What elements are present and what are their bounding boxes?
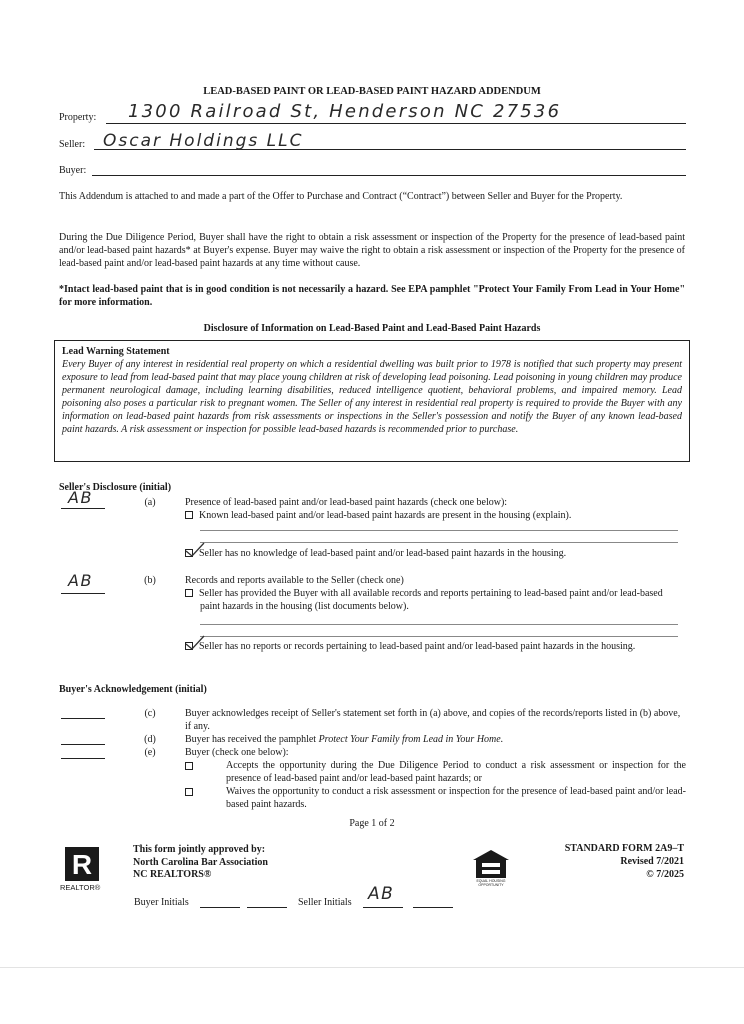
due-diligence-paragraph: During the Due Diligence Period, Buyer shall have the right to obtain a risk assessment or inspection of the Property for the presence of lead-based paint and/or lead-based paint hazards* at Buyer's expense. Buyer may waive the right to obtain a risk assessment or inspection of the Property for the presence of lead-based paint and/or lead-based paint hazards at any time without cause. bbox=[59, 232, 685, 269]
realtor-logo-label: REALTOR® bbox=[60, 883, 101, 892]
item-e-option-accept: Accepts the opportunity during the Due Diligence Period to conduct a risk assessment or inspection for the presence of lead-based paint and/or lead-based paint hazards; or bbox=[226, 760, 686, 784]
seller-initials-line-2[interactable] bbox=[413, 907, 453, 908]
buyer-initials-line-2[interactable] bbox=[247, 907, 287, 908]
page-bottom-divider bbox=[0, 967, 744, 968]
item-a-option-known-label: Known lead-based paint and/or lead-based paint hazards are present in the housing (explain). bbox=[199, 510, 572, 521]
checkbox-icon[interactable] bbox=[185, 788, 193, 796]
checkmark-icon bbox=[184, 541, 206, 559]
approval-line-3: NC REALTORS® bbox=[133, 869, 212, 880]
item-b-option-provided[interactable] bbox=[185, 587, 670, 613]
checkmark-icon bbox=[184, 634, 206, 652]
seller-initials-value[interactable]: AB bbox=[368, 884, 395, 904]
seller-initial-a[interactable]: AB bbox=[68, 488, 93, 507]
item-b-text: Records and reports available to the Seller (check one) bbox=[185, 575, 404, 586]
checkbox-icon[interactable] bbox=[185, 589, 193, 597]
seller-initials-line-1[interactable] bbox=[363, 907, 403, 908]
item-letter-c: (c) bbox=[144, 708, 156, 719]
buyer-line bbox=[92, 175, 686, 176]
property-value[interactable]: 1300 Railroad St, Henderson NC 27536 bbox=[128, 101, 562, 122]
seller-value[interactable]: Oscar Holdings LLC bbox=[103, 131, 304, 151]
checkbox-icon[interactable] bbox=[185, 511, 193, 519]
item-a-explain-line-2 bbox=[200, 542, 678, 543]
seller-disclosure-heading: Seller's Disclosure (initial) bbox=[59, 482, 172, 493]
equal-housing-label: EQUAL HOUSING OPPORTUNITY bbox=[476, 879, 506, 887]
item-b-option-no-records[interactable] bbox=[185, 640, 670, 653]
item-e-text: Buyer (check one below): bbox=[185, 747, 289, 758]
item-a-option-known[interactable] bbox=[185, 509, 685, 522]
item-d-text bbox=[185, 733, 685, 746]
form-info bbox=[470, 842, 684, 881]
item-b-option-provided-label: Seller has provided the Buyer with all available records and reports pertaining to lead-based paint and/or lead-based paint hazards in the housing (list documents below). bbox=[199, 588, 663, 612]
pamphlet-title: Protect Your Family from Lead in Your Home. bbox=[318, 734, 504, 745]
item-a-text: Presence of lead-based paint and/or lead-based paint hazards (check one below): bbox=[185, 497, 508, 508]
lead-warning-text: Every Buyer of any interest in residential real property on which a residential dwelling was built prior to 1978 is notified that such property may present exposure to lead from lead-based paint that may place young children at risk of developing lead poisoning. Lead poisoning in young children may produce permanent neurological damage, including learning disabilities, reduced intelligence quotient, behavioral problems, and impaired memory. Lead poisoning also poses a particular risk to pregnant women. The Seller of any interest in residential real property is required to provide the Buyer with any information on lead-based paint hazards from risk assessments or inspections in the Seller's possession and notify the Buyer of any known lead-based paint hazards. A risk assessment or inspection for possible lead-based hazards is recommended prior to purchase. bbox=[62, 359, 682, 435]
item-a-option-no-knowledge-label: Seller has no knowledge of lead-based paint and/or lead-based paint hazards in the housing. bbox=[199, 548, 567, 559]
disclosure-heading: Disclosure of Information on Lead-Based Paint and Lead-Based Paint Hazards bbox=[203, 323, 541, 334]
seller-initial-b[interactable]: AB bbox=[68, 571, 93, 590]
item-b-list-line-1 bbox=[200, 624, 678, 625]
approval-block bbox=[133, 844, 268, 882]
checkbox-icon[interactable] bbox=[185, 762, 193, 770]
item-letter-e: (e) bbox=[144, 747, 156, 758]
buyer-initial-d-line[interactable] bbox=[61, 744, 105, 745]
property-label: Property: bbox=[59, 112, 97, 123]
item-b-option-no-records-label: Seller has no reports or records pertaining to lead-based paint and/or lead-based paint hazards in the housing. bbox=[199, 641, 636, 652]
item-letter-d: (d) bbox=[144, 734, 156, 745]
item-d-text-plain: Buyer has received the pamphlet bbox=[185, 734, 319, 745]
seller-initial-b-line bbox=[61, 593, 105, 594]
page-number: Page 1 of 2 bbox=[349, 818, 395, 829]
approval-line-1: This form jointly approved by: bbox=[133, 844, 266, 855]
item-a-explain-line-1 bbox=[200, 530, 678, 531]
approval-line-2: North Carolina Bar Association bbox=[133, 856, 268, 868]
item-letter-b: (b) bbox=[144, 575, 156, 586]
buyer-initial-c-line[interactable] bbox=[61, 718, 105, 719]
buyer-ack-heading: Buyer's Acknowledgement (initial) bbox=[59, 684, 207, 695]
form-copyright: © 7/2025 bbox=[646, 869, 684, 880]
item-e-option-waive: Waives the opportunity to conduct a risk assessment or inspection for the presence of lead-based paint and/or lead-based paint hazards. bbox=[226, 786, 686, 810]
document-title: LEAD-BASED PAINT OR LEAD-BASED PAINT HAZARD ADDENDUM bbox=[203, 86, 541, 97]
item-letter-a: (a) bbox=[144, 497, 156, 508]
buyer-initials-label: Buyer Initials bbox=[134, 897, 189, 908]
lead-warning-box bbox=[54, 340, 690, 462]
lead-warning-title: Lead Warning Statement bbox=[62, 346, 170, 357]
addendum-intro: This Addendum is attached to and made a part of the Offer to Purchase and Contract (“Contract”) between Seller and Buyer for the Property. bbox=[59, 191, 623, 202]
item-a-option-no-knowledge[interactable] bbox=[185, 547, 685, 560]
realtor-logo: R bbox=[65, 847, 99, 881]
buyer-initials-line-1[interactable] bbox=[200, 907, 240, 908]
form-name: STANDARD FORM 2A9–T bbox=[564, 843, 684, 854]
item-b-list-line-2 bbox=[200, 636, 678, 637]
intact-paint-note: *Intact lead-based paint that is in good condition is not necessarily a hazard. See EPA pamphlet "Protect Your Family From Lead in Your Home" for more information. bbox=[59, 284, 685, 308]
seller-label: Seller: bbox=[59, 139, 86, 150]
buyer-label: Buyer: bbox=[59, 165, 87, 176]
seller-initials-label: Seller Initials bbox=[298, 897, 352, 908]
buyer-initial-e-line[interactable] bbox=[61, 758, 105, 759]
form-revised: Revised 7/2021 bbox=[620, 856, 684, 867]
item-c-text: Buyer acknowledges receipt of Seller's statement set forth in (a) above, and copies of the records/reports listed in (b) above, if any. bbox=[185, 708, 681, 732]
